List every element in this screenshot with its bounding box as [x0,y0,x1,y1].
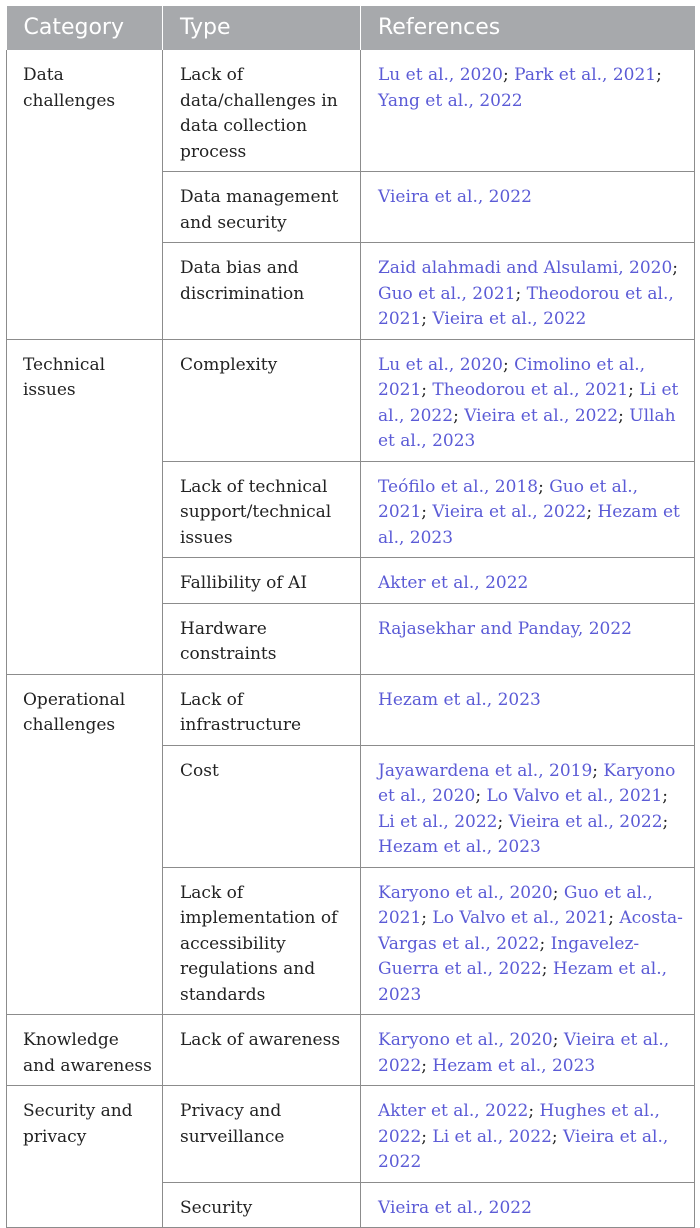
table-row [7,339,695,461]
reference-link[interactable]: Vieira et al., 2022 [464,405,619,426]
reference-separator: ; [421,1126,433,1147]
type-cell: Lack of infrastructure [163,674,361,745]
table-row [7,1015,695,1086]
reference-link[interactable]: Vieira et al., 2022 [378,1126,669,1172]
category-cell: Security and privacy [7,1086,163,1228]
reference-link[interactable]: Akter et al., 2022 [378,1101,529,1121]
reference-link[interactable]: Karyono et al., 2020 [378,1030,553,1050]
type-cell: Fallibility of AI [163,558,361,604]
reference-separator: ; [421,309,433,329]
reference-separator: ; [541,959,553,979]
header-row [7,6,695,50]
reference-link[interactable]: Vieira et al., 2022 [432,309,587,329]
reference-link[interactable]: Lu et al., 2020 [378,65,503,85]
table-body [7,50,695,1228]
reference-separator: ; [672,258,678,278]
type-cell: Lack of data/challenges in data collection process [163,50,361,172]
references-cell [361,674,695,745]
reference-separator: ; [662,811,669,832]
reference-separator: ; [662,786,669,806]
reference-separator: ; [552,882,564,903]
references-cell [361,1015,695,1086]
type-cell: Lack of implementation of accessibility regulations and standards [163,867,361,1015]
reference-link[interactable]: Hughes et al., 2022 [378,1101,660,1147]
reference-separator: ; [628,380,640,400]
reference-link[interactable]: Lu et al., 2020 [378,354,503,375]
type-cell: Data management and security [163,172,361,243]
reference-link[interactable]: Li et al., 2022 [432,1126,552,1147]
reference-link[interactable]: Akter et al., 2022 [378,573,529,593]
reference-link[interactable]: Vieira et al., 2022 [432,502,587,522]
reference-link[interactable]: Theodorou et al., 2021 [378,283,674,329]
reference-separator: ; [453,405,465,426]
header-type: Type [163,6,361,50]
references-cell [361,50,695,172]
reference-link[interactable]: Guo et al., 2021 [378,882,653,928]
header-category: Category [7,6,163,50]
reference-link[interactable]: Hezam et al., 2023 [432,1055,596,1076]
reference-link[interactable]: Hezam et al., 2023 [378,959,668,1005]
reference-link[interactable]: Cimolino et al., 2021 [378,354,646,400]
reference-separator: ; [421,502,433,522]
references-cell [361,867,695,1015]
reference-separator: ; [421,1055,433,1076]
reference-link[interactable]: Jayawardena et al., 2019 [378,760,593,781]
type-cell: Security [163,1182,361,1228]
reference-separator: ; [592,760,604,781]
reference-separator: ; [539,933,551,954]
references-cell [361,461,695,558]
references-cell [361,745,695,867]
type-cell: Lack of awareness [163,1015,361,1086]
reference-link[interactable]: Lo Valvo et al., 2021 [486,786,663,806]
reference-separator: ; [515,283,527,304]
references-cell [361,603,695,674]
references-cell [361,172,695,243]
type-cell: Lack of technical support/technical issues [163,461,361,558]
references-cell [361,339,695,461]
reference-link[interactable]: Zaid alahmadi and Alsulami, 2020 [378,258,673,278]
reference-link[interactable]: Vieira et al., 2022 [508,811,663,832]
references-cell [361,243,695,340]
reference-link[interactable]: Ullah et al., 2023 [378,405,676,451]
reference-link[interactable]: Lo Valvo et al., 2021 [432,908,609,928]
reference-link[interactable]: Karyono et al., 2020 [378,882,553,903]
reference-separator: ; [421,908,433,928]
reference-link[interactable]: Hezam et al., 2023 [378,689,541,710]
reference-link[interactable]: Vieira et al., 2022 [378,1030,670,1076]
reference-link[interactable]: Guo et al., 2021 [378,283,516,304]
challenges-table [6,6,695,1228]
reference-separator: ; [497,811,509,832]
reference-separator: ; [656,65,662,85]
reference-separator: ; [538,476,550,497]
reference-separator: ; [608,908,620,928]
reference-link[interactable]: Teófilo et al., 2018 [378,476,539,497]
type-cell: Data bias and discrimination [163,243,361,340]
reference-link[interactable]: Hezam et al., 2023 [378,837,541,857]
reference-link[interactable]: Karyono et al., 2020 [378,760,676,806]
type-cell: Complexity [163,339,361,461]
reference-separator: ; [421,380,433,400]
header-references: References [361,6,695,50]
reference-link[interactable]: Hezam et al., 2023 [378,502,680,548]
category-cell: Operational challenges [7,674,163,1015]
category-cell: Data challenges [7,50,163,339]
reference-separator: ; [551,1126,564,1147]
reference-separator: ; [503,354,515,375]
reference-separator: ; [618,405,630,426]
reference-link[interactable]: Guo et al., 2021 [378,476,639,522]
type-cell: Privacy and surveillance [163,1086,361,1183]
references-cell [361,1182,695,1228]
reference-link[interactable]: Theodorou et al., 2021 [432,380,629,400]
category-cell: Knowledge and awareness [7,1015,163,1086]
table-row [7,674,695,745]
reference-link[interactable]: Li et al., 2022 [378,811,498,832]
reference-link[interactable]: Li et al., 2022 [378,380,679,426]
reference-link[interactable]: Rajasekhar and Panday, 2022 [378,618,632,639]
reference-link[interactable]: Park et al., 2021 [514,65,657,85]
references-cell [361,558,695,604]
reference-separator: ; [475,786,487,806]
reference-link[interactable]: Vieira et al., 2022 [378,187,532,207]
reference-link[interactable]: Vieira et al., 2022 [378,1197,532,1218]
reference-link[interactable]: Yang et al., 2022 [378,90,523,111]
reference-separator: ; [586,502,598,522]
reference-separator: ; [528,1101,540,1121]
reference-separator: ; [503,65,515,85]
reference-link[interactable]: Acosta-Vargas et al., 2022 [378,908,683,954]
reference-separator: ; [552,1030,564,1050]
reference-link[interactable]: Ingavelez-Guerra et al., 2022 [378,933,640,979]
category-cell: Technical issues [7,339,163,674]
type-cell: Cost [163,745,361,867]
table-row [7,50,695,172]
type-cell: Hardware constraints [163,603,361,674]
